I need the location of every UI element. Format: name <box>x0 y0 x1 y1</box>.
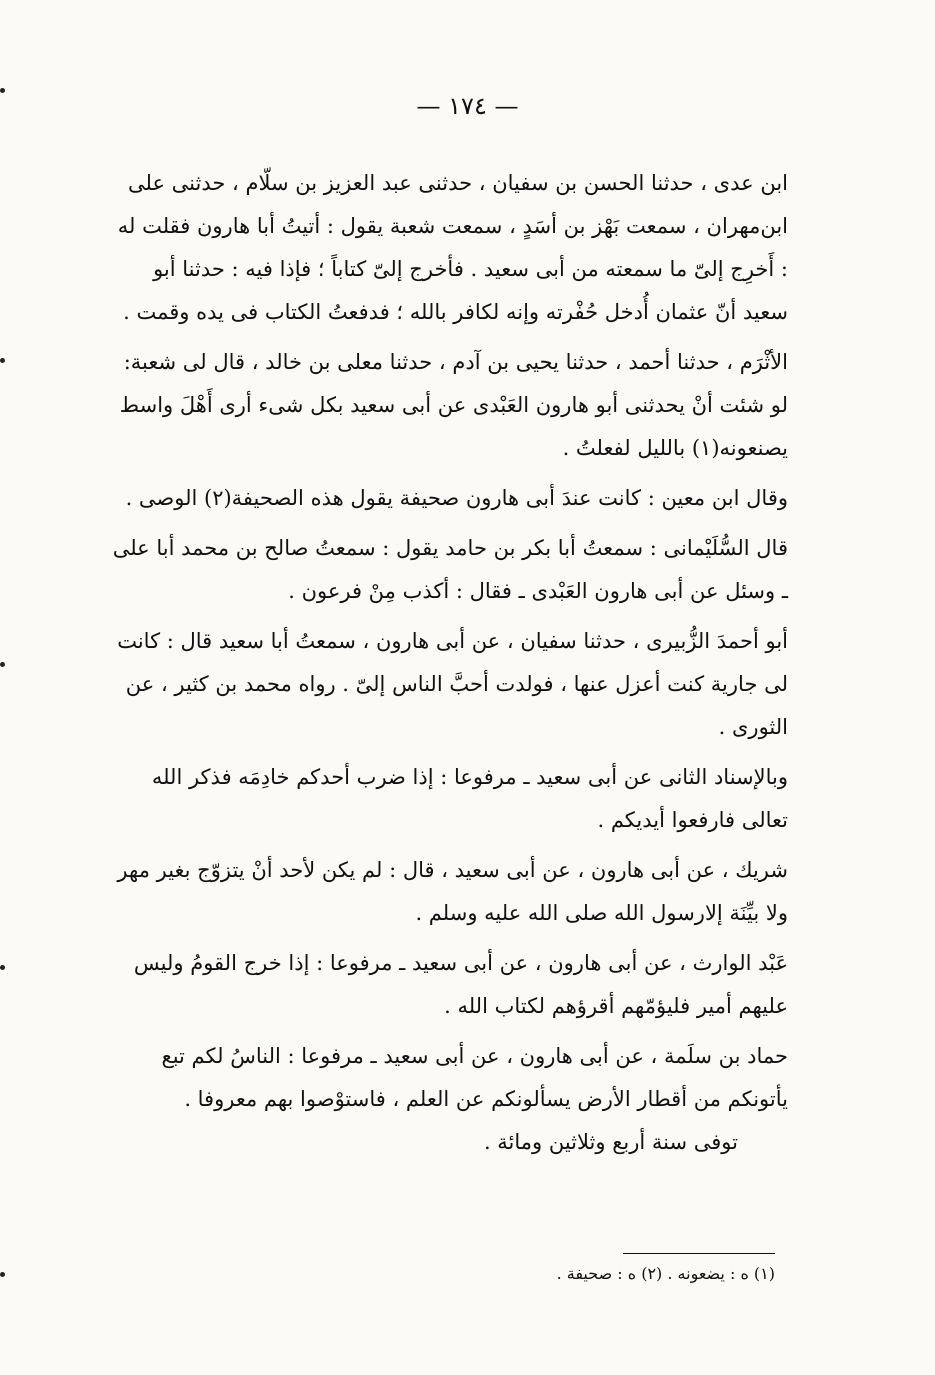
paragraph-6: وبالإسناد الثانى عن أبى سعيد ـ مرفوعا : إذا ضرب أحدكم خادِمَه فذكر الله تعالى فارفعوا أيديكم . <box>151 765 788 832</box>
margin-mark <box>0 1272 5 1277</box>
paragraph-3: وقال ابن معين : كانت عندَ أبى هارون صحيفة يقول هذه الصحيفة(٢) الوصى . <box>125 486 788 510</box>
paragraph-2: الأثْرَم ، حدثنا أحمد ، حدثنا يحيى بن آدم ، حدثنا معلى بن خالد ، قال لى شعبة: لو شئت أنْ يحدثنى أبو هارون العَبْدى عن أبى سعيد بكل شىء أرى أَهْلَ واسط يصنعونه(١) بالليل لفعلتُ . <box>119 350 788 460</box>
footnote-rule <box>623 1253 775 1254</box>
margin-mark <box>0 358 5 363</box>
paragraph-1: ابن عدى ، حدثنا الحسن بن سفيان ، حدثنى عبد العزيز بن سلّام ، حدثنى على ابن‌مهران ، سمعت بَهْز بن أسَدٍ ، سمعت شعبة يقول : أتيتُ أبا هارون فقلت له : أَخرِج إلىّ ما سمعته من أبى سعيد . فأخرج إلىّ كتاباً ؛ فإذا فيه : حدثنا أبو سعيد أنّ عثمان أُدخل حُفْرته وإنه لكافر بالله ؛ فدفعتُ الكتاب فى يده وقمت . <box>117 171 788 324</box>
paragraph-5: أبو أحمدَ الزُّبيرى ، حدثنا سفيان ، عن أبى هارون ، سمعتُ أبا سعيد قال : كانت لى جارية كنت أعزل عنها ، فولدت أحبَّ الناس إلىّ . رواه محمد بن كثير ، عن الثورى . <box>117 629 788 739</box>
paragraph-4: قال السُّلَيْمانى : سمعتُ أبا بكر بن حامد يقول : سمعتُ صالح بن محمد أبا على ـ وسئل عن أبى هارون العَبْدى ـ فقال : أكذب مِنْ فرعون . <box>112 536 788 603</box>
paragraph-10: توفى سنة أربع وثلاثين ومائة . <box>483 1130 738 1154</box>
margin-mark <box>0 965 5 970</box>
margin-mark <box>0 662 5 667</box>
paragraph-7: شريك ، عن أبى هارون ، عن أبى سعيد ، قال : لم يكن لأحد أنْ يتزوّج بغير مهر ولا بيِّنَة إلارسول الله صلى الله عليه وسلم . <box>117 858 788 925</box>
paragraph-9: حماد بن سلَمة ، عن أبى هارون ، عن أبى سعيد ـ مرفوعا : الناسُ لكم تبع يأتونكم من أقطار الأرض يسألونكم عن العلم ، فاستوْصوا بهم معروفا . <box>161 1044 788 1111</box>
paragraph-8: عَبْد الوارث ، عن أبى هارون ، عن أبى سعيد ـ مرفوعا : إذا خرج القومُ وليس عليهم أمير فليؤمّهم أقرؤهم لكتاب الله . <box>133 951 788 1018</box>
margin-mark <box>0 88 5 93</box>
footnotes: (١) ه : يضعونه . (٢) ه : صحيفة . <box>556 1264 775 1283</box>
page-number: — ١٧٤ — <box>416 92 519 120</box>
body-text <box>108 162 788 1164</box>
